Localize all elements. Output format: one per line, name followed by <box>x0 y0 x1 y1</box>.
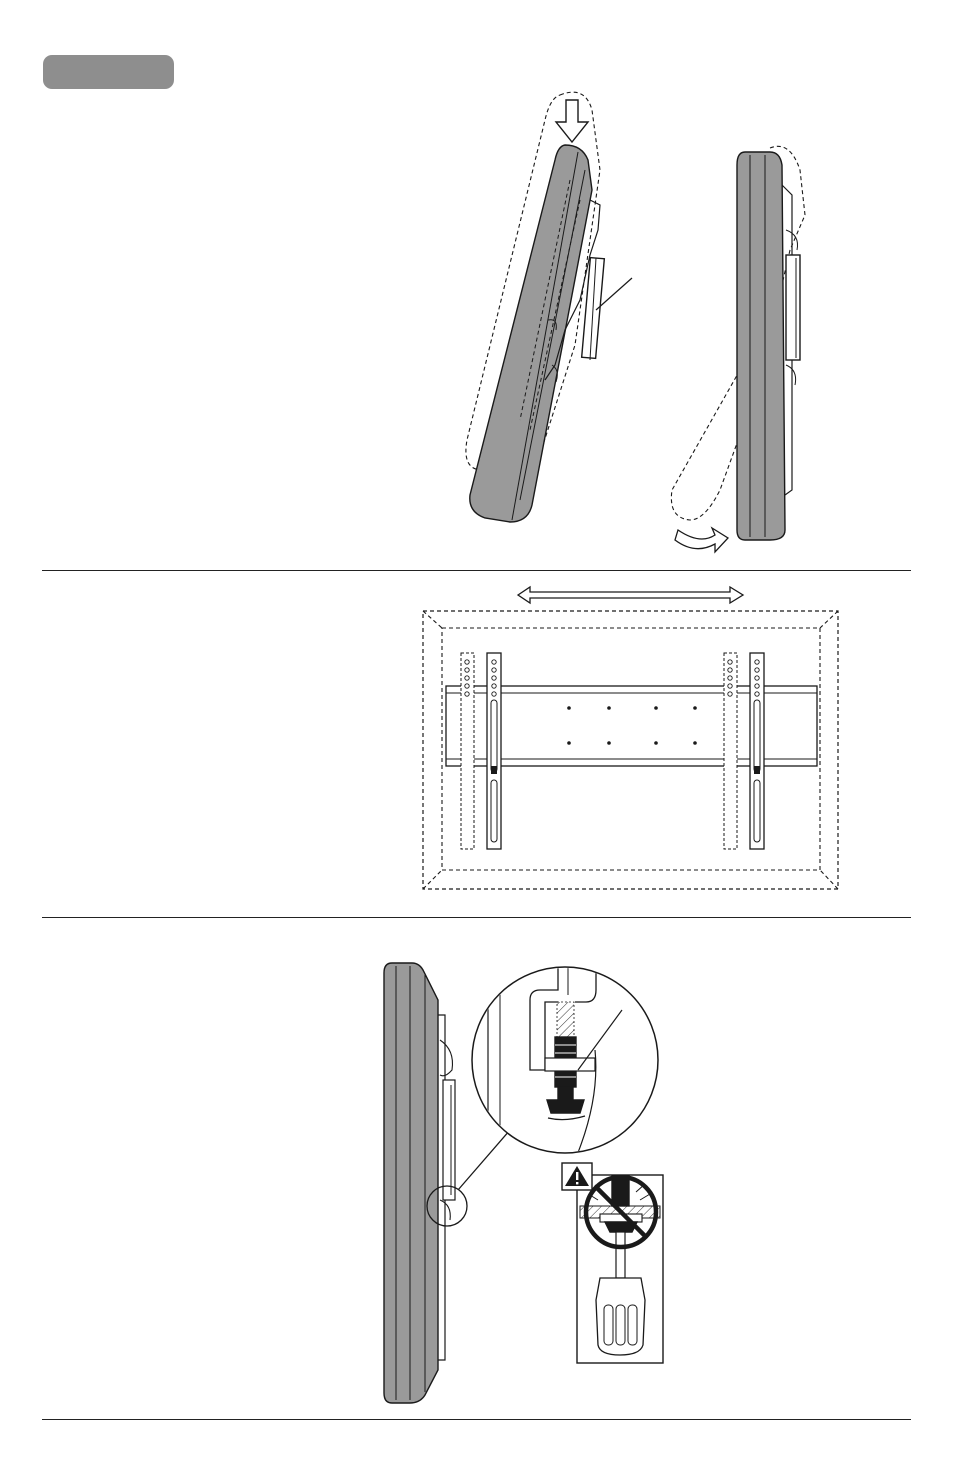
down-arrow-icon <box>556 100 588 142</box>
curved-arrow-icon <box>675 528 728 552</box>
wall-plate-figure <box>423 611 838 889</box>
display-panel <box>470 145 592 522</box>
screwdriver-icon <box>596 1278 645 1355</box>
display-tilted-figure <box>466 92 632 522</box>
display-hanging-figure <box>671 146 805 540</box>
display-panel-hanging <box>737 152 785 540</box>
warning-panel <box>577 1175 663 1363</box>
screw-detail-zoom <box>472 960 658 1160</box>
warning-icon <box>562 1163 592 1190</box>
double-arrow-icon <box>518 587 743 603</box>
